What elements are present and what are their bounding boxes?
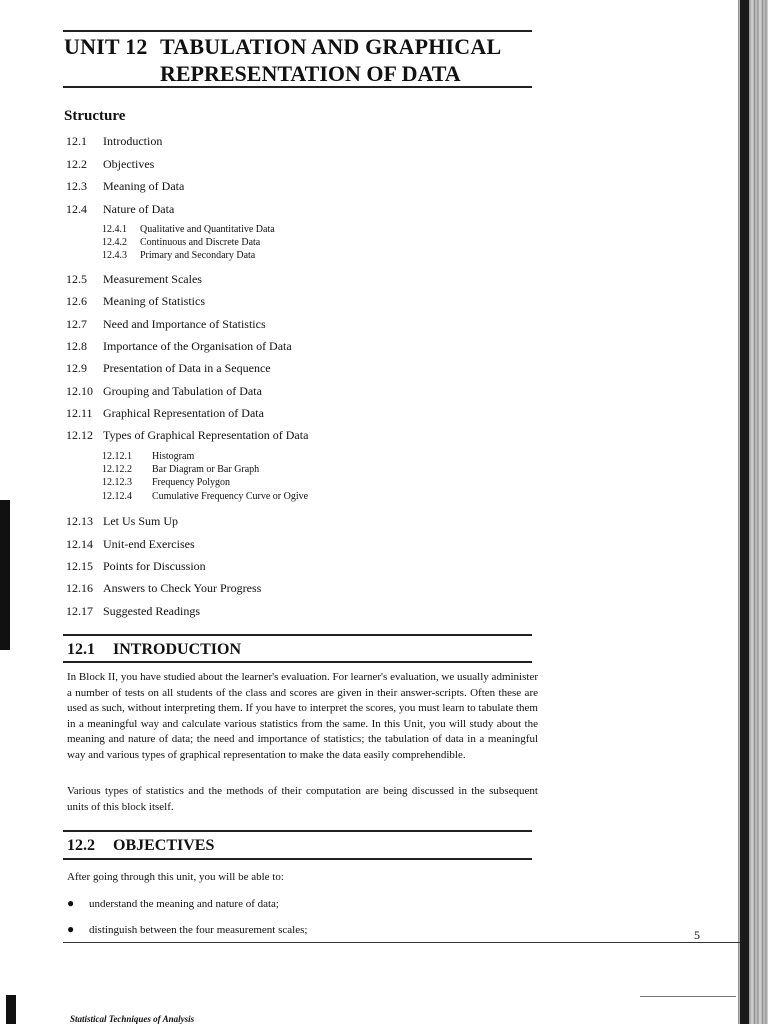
footer-rule-short	[640, 996, 736, 997]
unit-title-text1: TABULATION AND GRAPHICAL	[160, 34, 502, 59]
scan-edge-left-bottom	[6, 995, 16, 1024]
toc-item: 12.1 Introduction	[66, 134, 163, 148]
introduction-paragraph-1: In Block II, you have studied about the learner's evaluation. For learner's evaluation, we usually administer a number of tests on all students of the class and scores are given in their answer-scripts. Often these are used as such, without interpreting them. If you have to interpret the scores, you must learn to tabulate them in a meaningful way and calculate various statistics from the same. In this Unit, you will study about the meaning and nature of data; the need and importance of statistics; the tabulation of data in a meaningful way and various types of graphical representation to make the data easily comprehendible.	[67, 671, 538, 761]
bullet-icon: ●	[67, 896, 75, 910]
section-heading-introduction: 12.1 INTRODUCTION	[67, 641, 242, 658]
toc-item: 12.10 Grouping and Tabulation of Data	[66, 384, 262, 398]
objectives-intro: After going through this unit, you will be able to:	[67, 871, 284, 883]
objective-item: ● understand the meaning and nature of data;	[67, 896, 279, 910]
toc-subitem: 12.12.4 Cumulative Frequency Curve or Ogive	[102, 491, 309, 502]
objective-item: ● distinguish between the four measurement scales;	[67, 922, 308, 936]
introduction-paragraph-2: Various types of statistics and the methods of their computation are being discussed in the subsequent units of this block itself.	[67, 785, 538, 813]
toc-subitem: 12.4.1 Qualitative and Quantitative Data	[102, 224, 275, 235]
header-rule-bottom	[63, 86, 532, 88]
toc-item: 12.17 Suggested Readings	[66, 604, 200, 618]
footer-rule	[63, 942, 740, 943]
section-rule	[63, 634, 532, 636]
toc-item: 12.3 Meaning of Data	[66, 179, 185, 193]
toc-item: 12.11 Graphical Representation of Data	[66, 406, 264, 420]
toc-item: 12.2 Objectives	[66, 157, 155, 171]
toc-item: 12.8 Importance of the Organisation of Data	[66, 339, 292, 353]
unit-number: UNIT 12	[64, 34, 148, 59]
toc-item: 12.15 Points for Discussion	[66, 559, 206, 573]
section-rule	[63, 858, 532, 860]
scan-edge-left	[0, 500, 10, 650]
toc-item: 12.5 Measurement Scales	[66, 272, 202, 286]
scan-edge-shadow	[740, 0, 749, 1024]
toc-subitem: 12.4.3 Primary and Secondary Data	[102, 250, 256, 261]
toc-item: 12.7 Need and Importance of Statistics	[66, 317, 266, 331]
toc-subitem: 12.12.3 Frequency Polygon	[102, 477, 231, 488]
unit-title-line1	[64, 34, 501, 60]
section-rule	[63, 661, 532, 663]
page-number: 5	[694, 928, 700, 942]
toc-item: 12.6 Meaning of Statistics	[66, 294, 205, 308]
toc-item: 12.4 Nature of Data	[66, 202, 175, 216]
structure-heading: Structure	[64, 108, 126, 124]
toc-item: 12.16 Answers to Check Your Progress	[66, 581, 262, 595]
toc-item: 12.12 Types of Graphical Representation of Data	[66, 428, 309, 442]
unit-title-line2: REPRESENTATION OF DATA	[160, 61, 461, 86]
bullet-icon: ●	[67, 922, 75, 936]
toc-subitem: 12.4.2 Continuous and Discrete Data	[102, 237, 261, 248]
running-footer: Statistical Techniques of Analysis	[70, 1014, 195, 1024]
toc-subitem: 12.12.2 Bar Diagram or Bar Graph	[102, 464, 260, 475]
toc-item: 12.14 Unit-end Exercises	[66, 537, 195, 551]
toc-item: 12.9 Presentation of Data in a Sequence	[66, 361, 271, 375]
header-rule-top	[63, 30, 532, 32]
section-heading-objectives: 12.2 OBJECTIVES	[67, 837, 215, 854]
section-rule	[63, 830, 532, 832]
toc-item: 12.13 Let Us Sum Up	[66, 514, 178, 528]
toc-subitem: 12.12.1 Histogram	[102, 451, 195, 462]
